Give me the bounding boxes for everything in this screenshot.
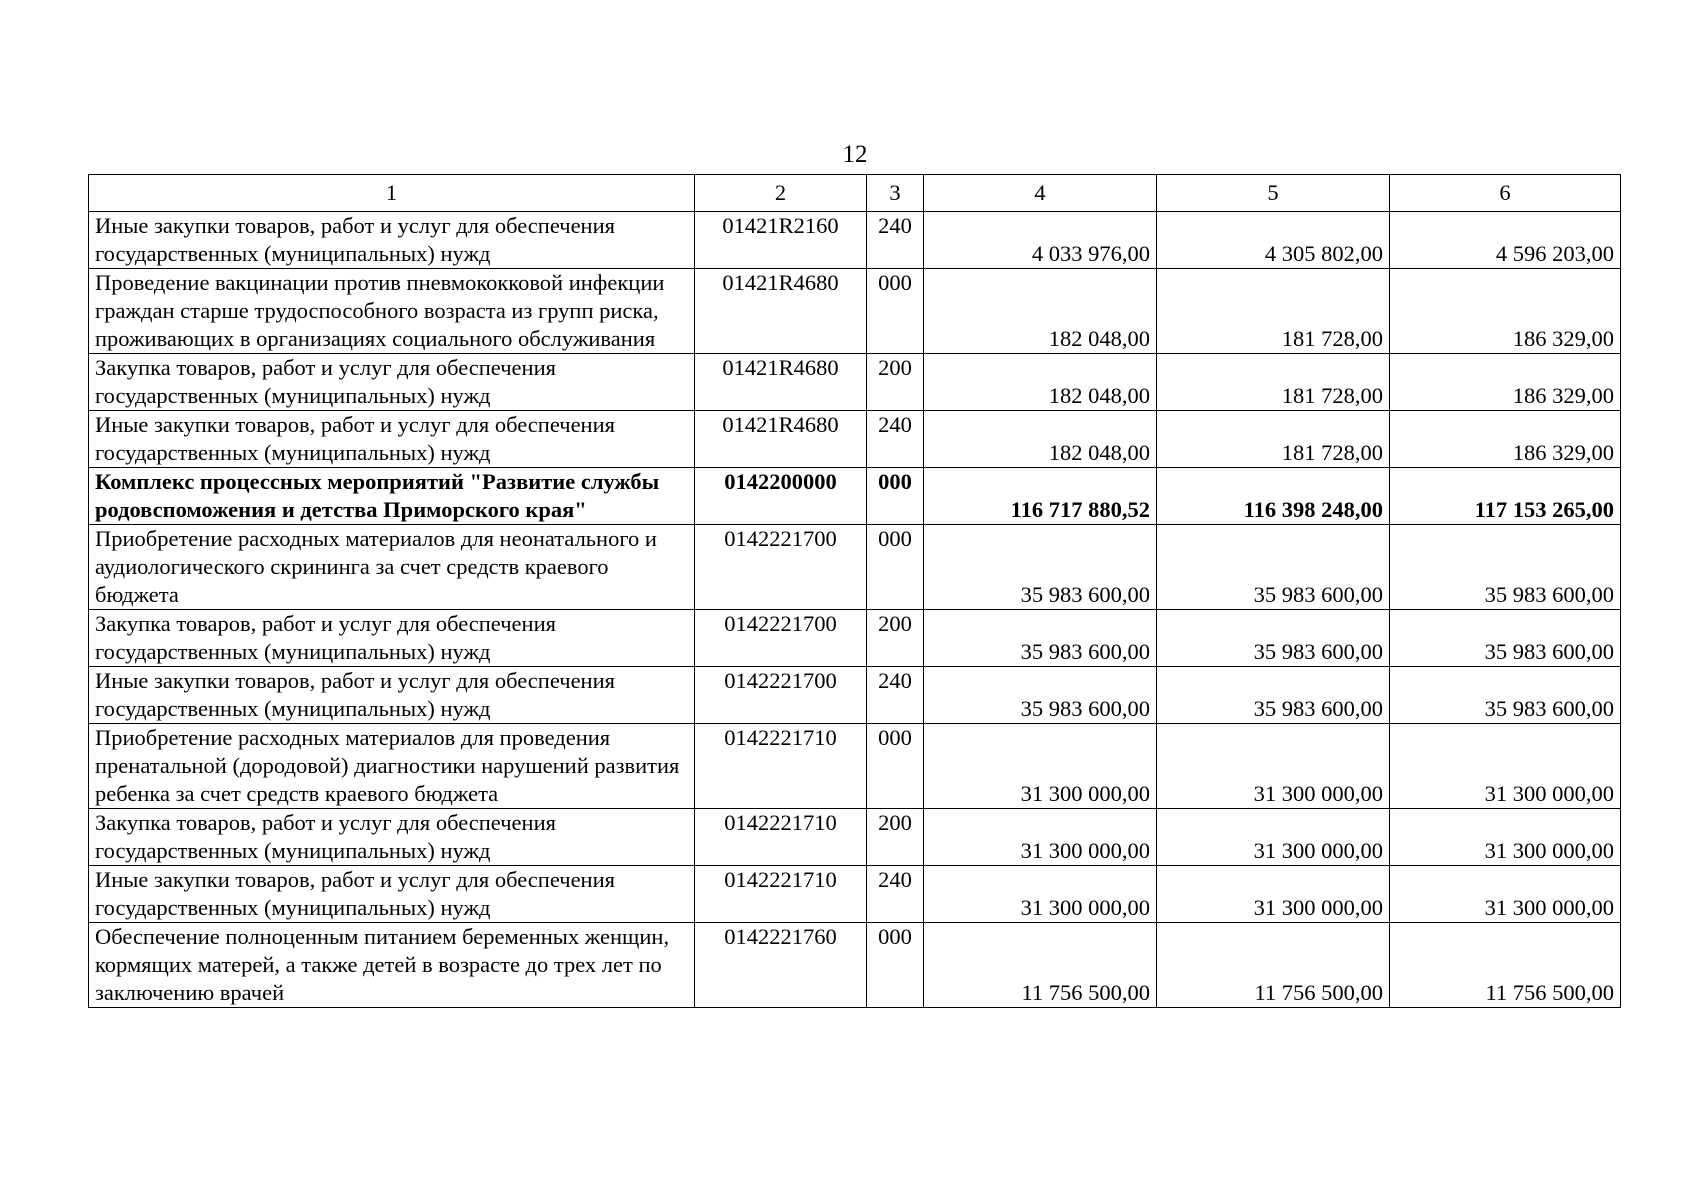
row-code-cell: 0142221710	[695, 809, 867, 866]
row-code-cell: 0142200000	[695, 468, 867, 525]
column-header: 1	[89, 175, 695, 212]
table-row	[89, 809, 1621, 866]
row-value-col6-cell: 31 300 000,00	[1390, 809, 1621, 866]
row-code-cell: 01421R4680	[695, 269, 867, 354]
row-code-cell: 01421R2160	[695, 212, 867, 269]
row-value-col4-cell: 35 983 600,00	[924, 667, 1157, 724]
table-header-row	[89, 175, 1621, 212]
row-value-col5-cell: 31 300 000,00	[1157, 724, 1390, 809]
row-value-col4-cell: 182 048,00	[924, 354, 1157, 411]
row-value-col4-cell: 31 300 000,00	[924, 866, 1157, 923]
row-value-col6-cell: 35 983 600,00	[1390, 610, 1621, 667]
table-row	[89, 468, 1621, 525]
column-header: 3	[867, 175, 924, 212]
row-type-cell: 240	[867, 212, 924, 269]
page-number: 12	[842, 141, 868, 168]
row-type-cell: 000	[867, 269, 924, 354]
row-type-cell: 200	[867, 809, 924, 866]
row-value-col5-cell: 4 305 802,00	[1157, 212, 1390, 269]
row-value-col4-cell: 116 717 880,52	[924, 468, 1157, 525]
row-value-col6-cell: 186 329,00	[1390, 411, 1621, 468]
budget-table	[88, 174, 1621, 1008]
row-value-col5-cell: 11 756 500,00	[1157, 923, 1390, 1008]
row-code-cell: 01421R4680	[695, 354, 867, 411]
column-header: 5	[1157, 175, 1390, 212]
row-value-col6-cell: 4 596 203,00	[1390, 212, 1621, 269]
row-name-cell: Закупка товаров, работ и услуг для обеспечения государственных (муниципальных) нужд	[89, 809, 695, 866]
row-value-col4-cell: 35 983 600,00	[924, 525, 1157, 610]
row-name-cell: Иные закупки товаров, работ и услуг для обеспечения государственных (муниципальных) нужд	[89, 212, 695, 269]
row-value-col6-cell: 35 983 600,00	[1390, 525, 1621, 610]
row-name-cell: Закупка товаров, работ и услуг для обеспечения государственных (муниципальных) нужд	[89, 610, 695, 667]
row-code-cell: 0142221700	[695, 610, 867, 667]
row-type-cell: 000	[867, 923, 924, 1008]
row-type-cell: 000	[867, 468, 924, 525]
row-name-cell: Обеспечение полноценным питанием беременных женщин, кормящих матерей, а также детей в возрасте до трех лет по заключению врачей	[89, 923, 695, 1008]
row-value-col5-cell: 181 728,00	[1157, 269, 1390, 354]
row-type-cell: 000	[867, 724, 924, 809]
row-value-col4-cell: 11 756 500,00	[924, 923, 1157, 1008]
row-name-cell: Приобретение расходных материалов для неонатального и аудиологического скрининга за счет средств краевого бюджета	[89, 525, 695, 610]
row-value-col4-cell: 182 048,00	[924, 411, 1157, 468]
row-value-col6-cell: 31 300 000,00	[1390, 866, 1621, 923]
row-value-col5-cell: 35 983 600,00	[1157, 610, 1390, 667]
table-row	[89, 923, 1621, 1008]
row-value-col6-cell: 31 300 000,00	[1390, 724, 1621, 809]
row-value-col5-cell: 181 728,00	[1157, 354, 1390, 411]
row-value-col4-cell: 35 983 600,00	[924, 610, 1157, 667]
row-type-cell: 000	[867, 525, 924, 610]
column-header: 2	[695, 175, 867, 212]
column-header: 4	[924, 175, 1157, 212]
row-name-cell: Комплекс процессных мероприятий "Развитие службы родовспоможения и детства Приморского края"	[89, 468, 695, 525]
row-value-col4-cell: 4 033 976,00	[924, 212, 1157, 269]
row-value-col4-cell: 31 300 000,00	[924, 724, 1157, 809]
table-row	[89, 667, 1621, 724]
row-type-cell: 240	[867, 411, 924, 468]
table-body	[89, 212, 1621, 1008]
table-row	[89, 411, 1621, 468]
row-value-col5-cell: 31 300 000,00	[1157, 809, 1390, 866]
row-code-cell: 0142221710	[695, 866, 867, 923]
table-row	[89, 866, 1621, 923]
row-value-col6-cell: 186 329,00	[1390, 269, 1621, 354]
row-code-cell: 0142221760	[695, 923, 867, 1008]
column-header: 6	[1390, 175, 1621, 212]
row-value-col5-cell: 35 983 600,00	[1157, 525, 1390, 610]
row-type-cell: 200	[867, 354, 924, 411]
row-name-cell: Иные закупки товаров, работ и услуг для обеспечения государственных (муниципальных) нужд	[89, 411, 695, 468]
table-row	[89, 610, 1621, 667]
row-value-col6-cell: 186 329,00	[1390, 354, 1621, 411]
row-value-col5-cell: 181 728,00	[1157, 411, 1390, 468]
row-code-cell: 01421R4680	[695, 411, 867, 468]
row-value-col6-cell: 11 756 500,00	[1390, 923, 1621, 1008]
row-type-cell: 240	[867, 866, 924, 923]
row-type-cell: 240	[867, 667, 924, 724]
row-value-col5-cell: 31 300 000,00	[1157, 866, 1390, 923]
row-name-cell: Закупка товаров, работ и услуг для обеспечения государственных (муниципальных) нужд	[89, 354, 695, 411]
row-value-col4-cell: 182 048,00	[924, 269, 1157, 354]
row-value-col5-cell: 35 983 600,00	[1157, 667, 1390, 724]
row-value-col5-cell: 116 398 248,00	[1157, 468, 1390, 525]
row-type-cell: 200	[867, 610, 924, 667]
row-code-cell: 0142221700	[695, 525, 867, 610]
row-name-cell: Проведение вакцинации против пневмококковой инфекции граждан старше трудоспособного возраста из групп риска, проживающих в организациях социального обслуживания	[89, 269, 695, 354]
table-row	[89, 269, 1621, 354]
row-code-cell: 0142221710	[695, 724, 867, 809]
row-name-cell: Иные закупки товаров, работ и услуг для обеспечения государственных (муниципальных) нужд	[89, 866, 695, 923]
row-value-col6-cell: 117 153 265,00	[1390, 468, 1621, 525]
table-row	[89, 724, 1621, 809]
row-name-cell: Иные закупки товаров, работ и услуг для обеспечения государственных (муниципальных) нужд	[89, 667, 695, 724]
table-row	[89, 212, 1621, 269]
row-value-col4-cell: 31 300 000,00	[924, 809, 1157, 866]
table-row	[89, 525, 1621, 610]
row-code-cell: 0142221700	[695, 667, 867, 724]
row-value-col6-cell: 35 983 600,00	[1390, 667, 1621, 724]
row-name-cell: Приобретение расходных материалов для проведения пренатальной (дородовой) диагностики нарушений развития ребенка за счет средств краевого бюджета	[89, 724, 695, 809]
table-row	[89, 354, 1621, 411]
